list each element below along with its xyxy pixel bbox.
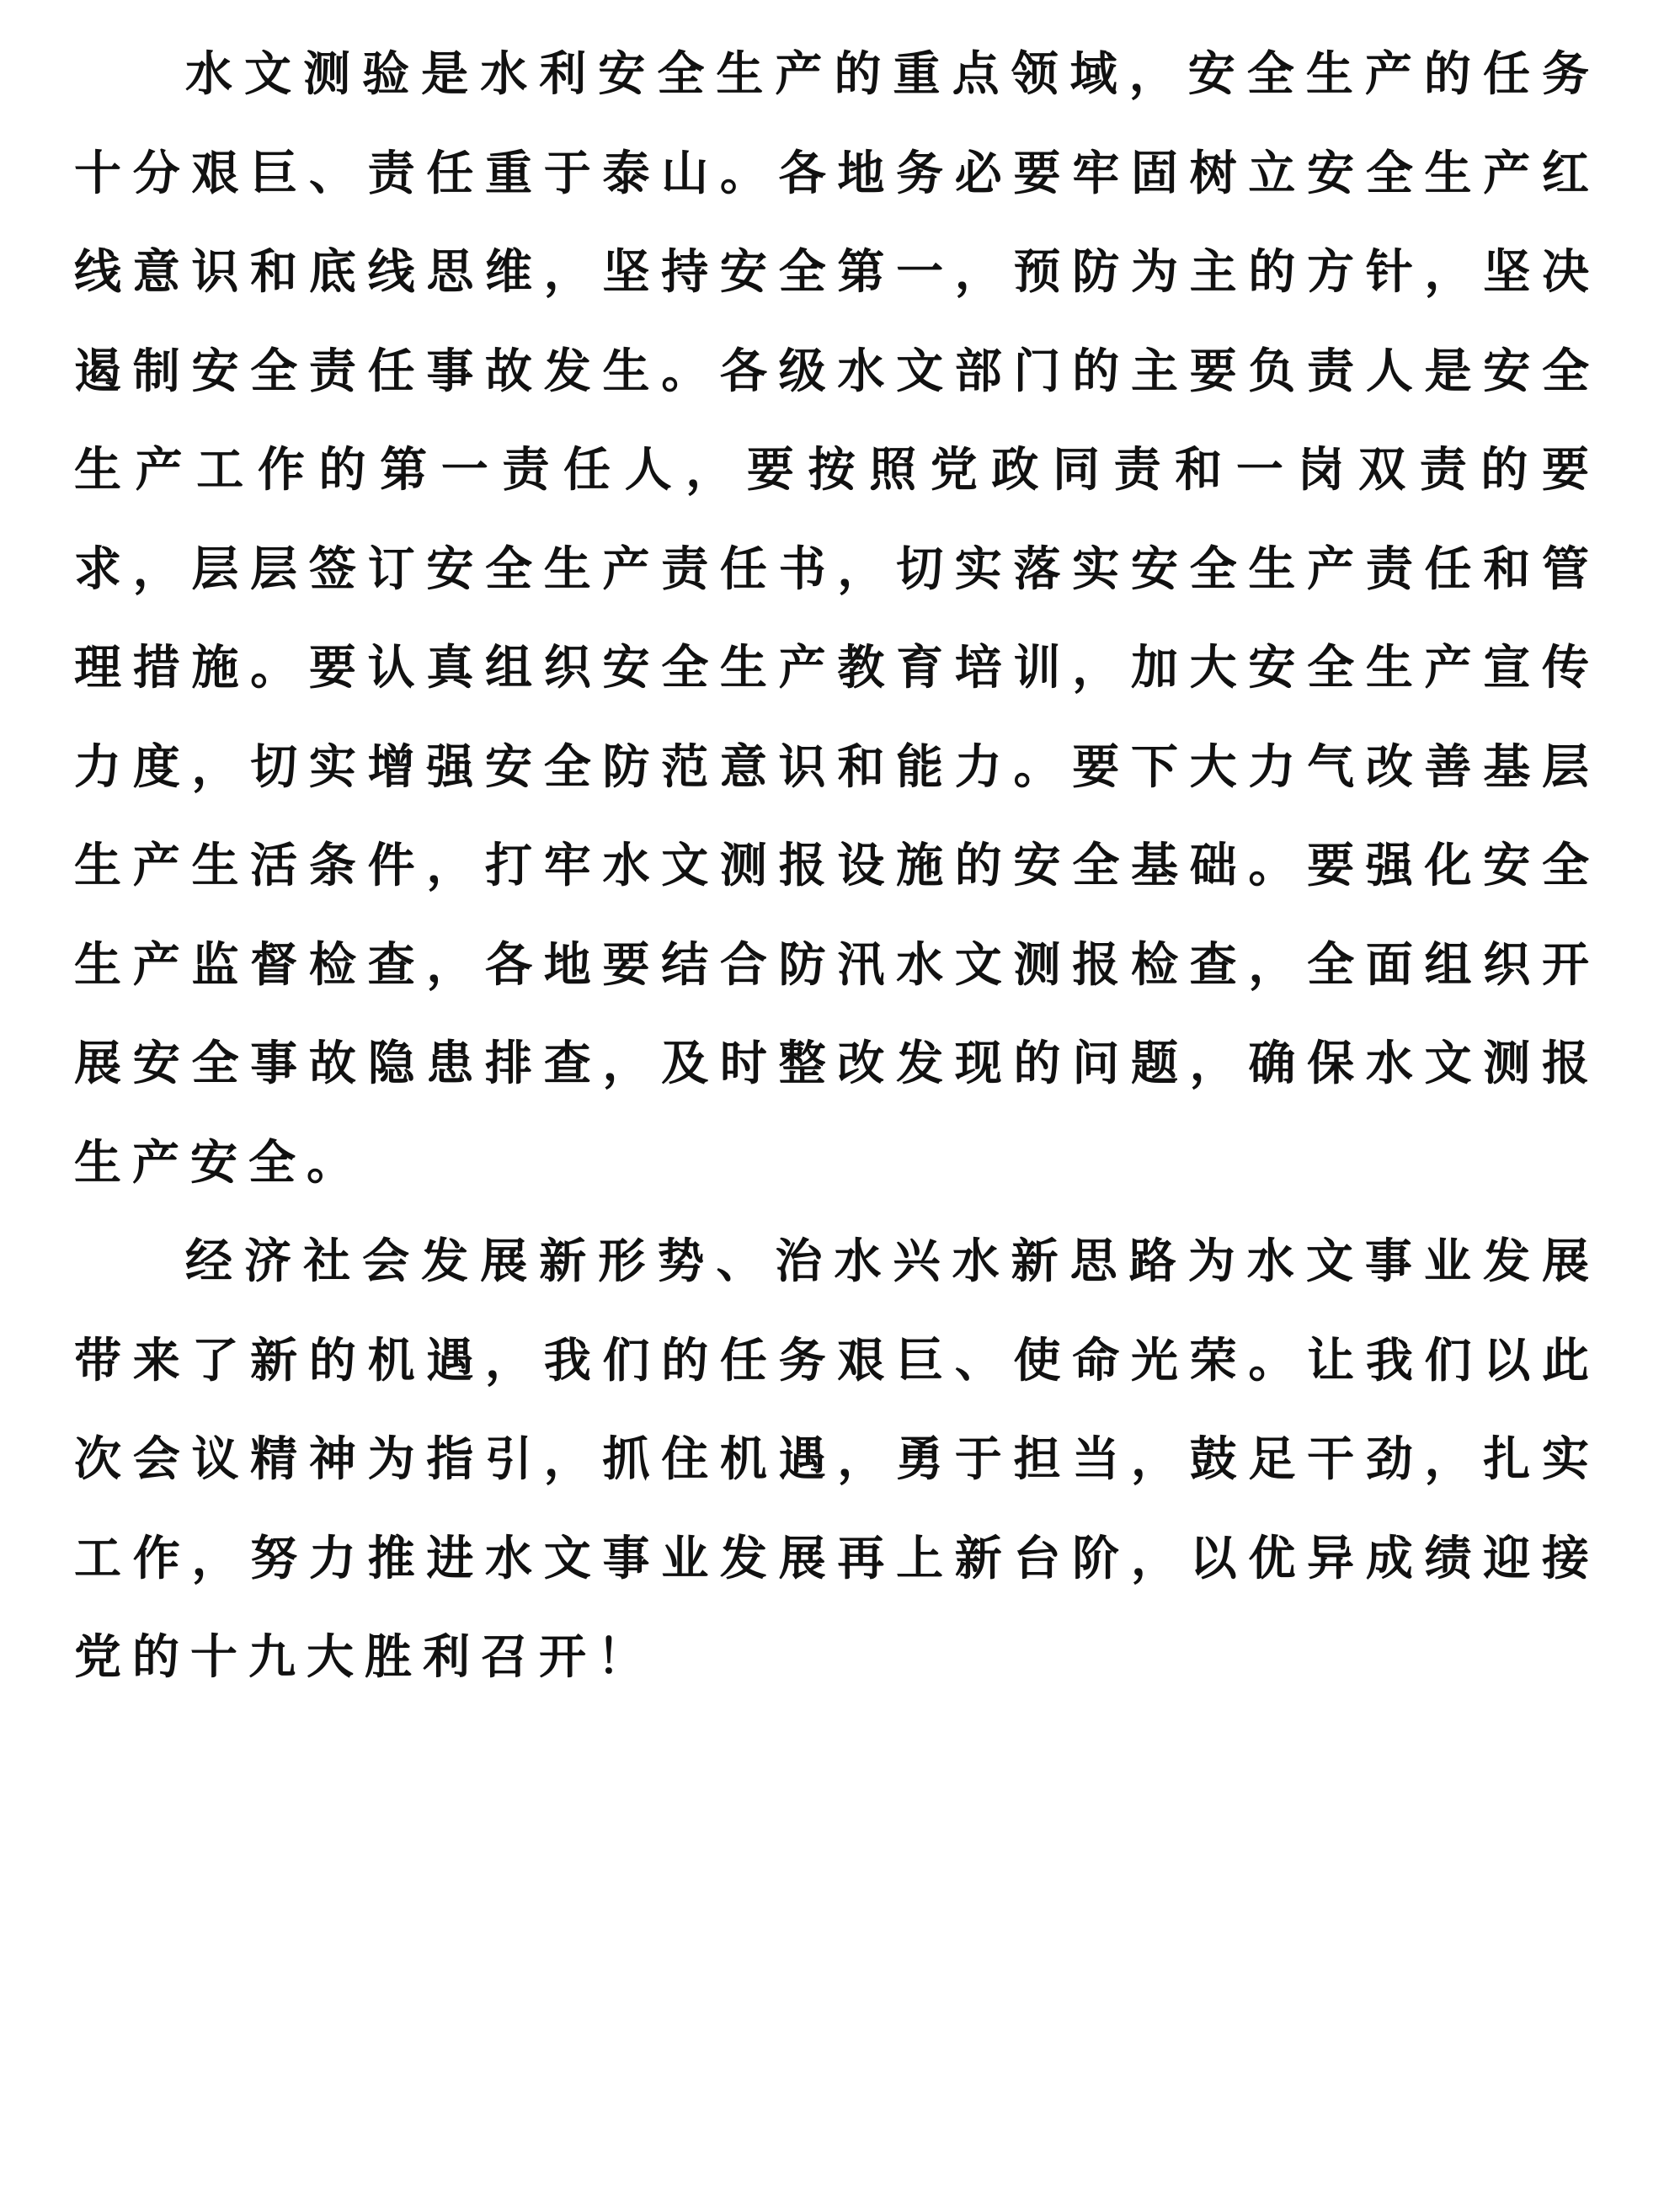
paragraph-safety-production: 水文测验是水利安全生产的重点领域，安全生产的任务十分艰巨、责任重于泰山。各地务必要牢固树立安全生产红线意识和底线思维，坚持安全第一，预防为主的方针，坚决遏制安全责任事故发生。各级水文部门的主要负责人是安全生产工作的第一责任人，要按照党政同责和一岗双责的要求，层层签订安全生产责任书，切实落实安全生产责任和管理措施。要认真组织安全生产教育培训，加大安全生产宣传力度，切实增强安全防范意识和能力。要下大力气改善基层生产生活条件，打牢水文测报设施的安全基础。要强化安全生产监督检查，各地要结合防汛水文测报检查，全面组织开展安全事故隐患排查，及时整改发现的问题，确保水文测报生产安全。 xyxy=(74,46,1600,1191)
document-body xyxy=(74,25,1600,1708)
paragraph-development-outlook: 经济社会发展新形势、治水兴水新思路为水文事业发展带来了新的机遇，我们的任务艰巨、使命光荣。让我们以此次会议精神为指引，抓住机遇，勇于担当，鼓足干劲，扎实工作，努力推进水文事业发展再上新台阶，以优异成绩迎接党的十九大胜利召开！ xyxy=(74,1234,1600,1685)
